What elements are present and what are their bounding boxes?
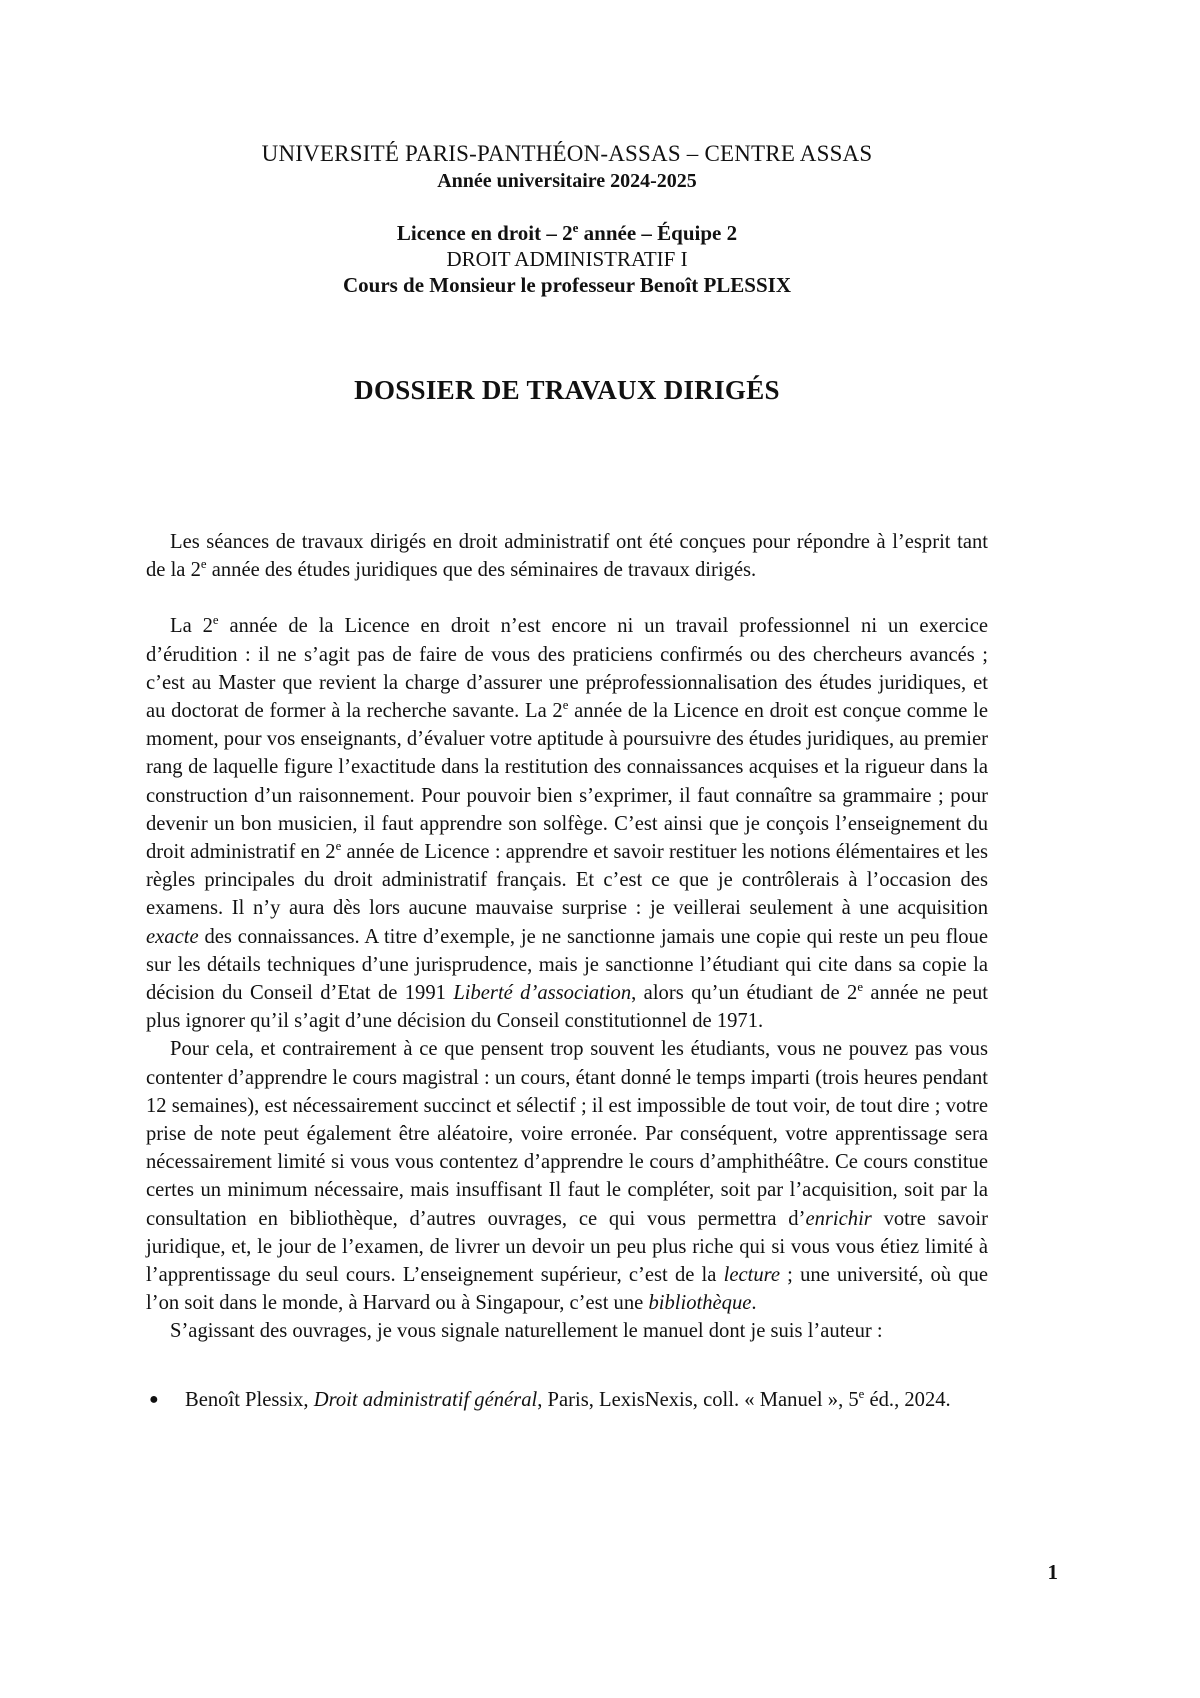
bullet-icon: ● <box>149 1390 159 1408</box>
document-title: DOSSIER DE TRAVAUX DIRIGÉS <box>354 375 780 405</box>
paragraph-intro: Les séances de travaux dirigés en droit administratif ont été conçues pour répondre à l’esprit tant de la 2e année des études juridiques que des séminaires de travaux dirigés. <box>146 531 988 582</box>
academic-year: Année universitaire 2024-2025 <box>437 170 697 192</box>
licence-line: Licence en droit – 2e année – Équipe 2 <box>396 220 738 245</box>
professor-line: Cours de Monsieur le professeur Benoît PLESSIX <box>342 273 792 297</box>
list-item: ● Benoît Plessix, Droit administratif général, Paris, LexisNexis, coll. « Manuel », 5e éd., 2024. <box>146 1386 988 1414</box>
reference-list <box>146 1386 988 1414</box>
page-number: 1 <box>1047 1560 1058 1584</box>
paragraph-cours: Pour cela, et contrairement à ce que pensent trop souvent les étudiants, vous ne pouvez pas vous contenter d’apprendre le cours magistral : un cours, étant donné le temps imparti (trois heures pendant 12 semaines), est nécessairement succinct et sélectif ; il est impossible de tout voir, de tout dire ; votre prise de note peut également être aléatoire, voire erronée. Par conséquent, votre apprentissage sera nécessairement limité si vous vous contentez d’apprendre le cours d’amphithéâtre. Ce cours constitue certes un minimum nécessaire, mais insuffisant Il faut le compléter, soit par l’acquisition, soit par la consultation en bibliothèque, d’autres ouvrages, ce qui vous permettra d’enrichir votre savoir juridique, et, le jour de l’examen, de livrer un devoir un peu plus riche qui si vous vous étiez limité à l’apprentissage du seul cours. L’enseignement supérieur, c’est de la lecture ; une université, où que l’on soit dans le monde, à Harvard ou à Singapour, c’est une bibliothèque. <box>146 1038 988 1315</box>
course-name: DROIT ADMINISTRATIF I <box>446 247 688 271</box>
university-name: UNIVERSITÉ PARIS-PANTHÉON-ASSAS – CENTRE ASSAS <box>261 141 873 166</box>
paragraph-licence: La 2e année de la Licence en droit n’est encore ni un travail professionnel ni un exercice d’érudition : il ne s’agit pas de faire de vous des praticiens confirmés ou des chercheurs avancés ; c’est au Master que revient la charge d’assurer une préprofessionnalisation des études juridiques, et au doctorat de former à la recherche savante. La 2e année de la Licence en droit est conçue comme le moment, pour vos enseignants, d’évaluer votre aptitude à poursuivre des études juridiques, au premier rang de laquelle figure l’exactitude dans la restitution des connaissances acquises et la rigueur dans la construction d’un raisonnement. Pour pouvoir bien s’exprimer, il faut connaître sa grammaire ; pour devenir un bon musicien, il faut apprendre son solfège. C’est ainsi que je conçois l’enseignement du droit administratif en 2e année de Licence : apprendre et savoir restituer les notions élémentaires et les règles principales du droit administratif français. Et c’est ce que je contrôlerais à l’occasion des examens. Il n’y aura dès lors aucune mauvaise surprise : je veillerai seulement à une acquisition exacte des connaissances. A titre d’exemple, je ne sanctionne jamais une copie qui reste un peu floue sur les détails techniques d’une jurisprudence, mais je sanctionne l’étudiant qui cite dans sa copie la décision du Conseil d’Etat de 1991 Liberté d’association, alors qu’un étudiant de 2e année ne peut plus ignorer qu’il s’agit d’une décision du Conseil constitutionnel de 1971. <box>146 613 989 1033</box>
document-body <box>146 528 988 1346</box>
paragraph-ouvrages: S’agissant des ouvrages, je vous signale naturellement le manuel dont je suis l’auteur : <box>170 1320 883 1343</box>
